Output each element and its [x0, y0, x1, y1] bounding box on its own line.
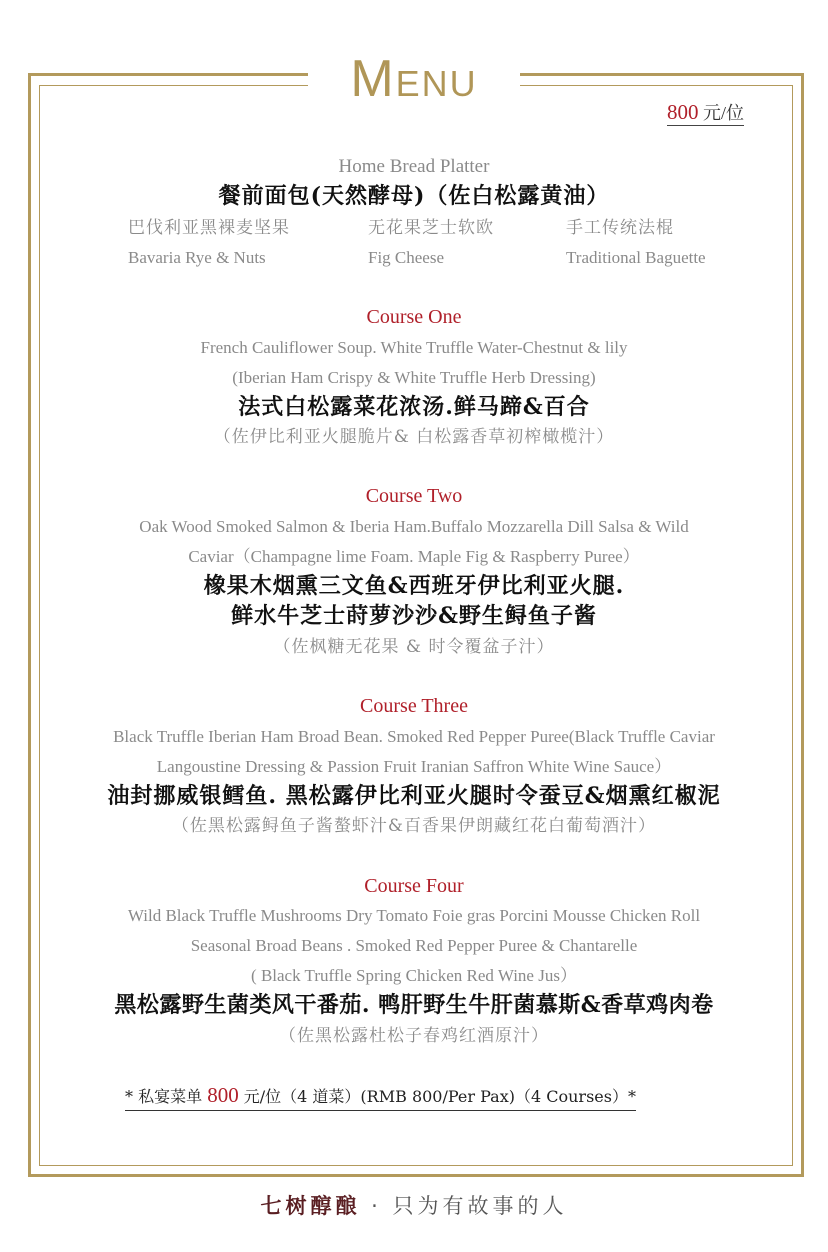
- course-three-desc-en: Langoustine Dressing & Passion Fruit Iranian Saffron White Wine Sauce）: [156, 757, 672, 776]
- course-one-desc-en: French Cauliflower Soup. White Truffle Water-Chestnut & lily: [200, 338, 628, 357]
- slogan-separator: ·: [371, 1194, 382, 1218]
- bread-item-en: Fig Cheese: [368, 248, 445, 267]
- brand-slogan: [0, 1190, 828, 1220]
- bread-item-cn: 无花果芝士软欧: [368, 218, 494, 238]
- note-price-number: 800: [207, 1083, 239, 1107]
- course-four-sauce-cn: （佐黑松露杜松子春鸡红酒原汁）: [279, 1026, 549, 1046]
- private-menu-note: [125, 1082, 636, 1111]
- course-one-sauce-cn: （佐伊比利亚火腿脆片& 白松露香草初榨橄榄汁）: [213, 427, 615, 447]
- course-four-desc-en: Wild Black Truffle Mushrooms Dry Tomato Foie gras Porcini Mousse Chicken Roll: [127, 906, 701, 925]
- price-unit: 元/位: [703, 103, 745, 123]
- course-four-dish-cn: 黑松露野生菌类风干番茄. 鸭肝野生牛肝菌慕斯&香草鸡肉卷: [114, 992, 714, 1018]
- menu-title: Menu: [350, 50, 478, 108]
- slogan-text: 只为有故事的人: [392, 1194, 568, 1218]
- course-one-desc-en: (Iberian Ham Crispy & White Truffle Herb Dressing): [232, 368, 596, 387]
- course-one-dish-cn: 法式白松露菜花浓汤.鲜马蹄&百合: [238, 394, 590, 420]
- bread-title-cn: 餐前面包(天然酵母)（佐白松露黄油）: [218, 183, 610, 209]
- price-number: 800: [667, 100, 699, 124]
- bread-item-en: Traditional Baguette: [566, 248, 706, 267]
- course-two-desc-en: Oak Wood Smoked Salmon & Iberia Ham.Buffalo Mozzarella Dill Salsa & Wild: [139, 517, 689, 536]
- bread-item-cn: 巴伐利亚黑裸麦坚果: [128, 218, 290, 238]
- bread-item-en: Bavaria Rye & Nuts: [128, 248, 266, 267]
- bread-item-cn: 手工传统法棍: [566, 218, 674, 238]
- course-four-title: Course Four: [364, 875, 464, 897]
- course-two-dish-cn: 橡果木烟熏三文鱼&西班牙伊比利亚火腿.: [203, 573, 625, 599]
- course-two-dish-cn: 鲜水牛芝士莳萝沙沙&野生鲟鱼子酱: [231, 603, 597, 629]
- note-prefix: * 私宴菜单: [125, 1087, 203, 1106]
- brand-name: 七树醇酿: [260, 1193, 361, 1218]
- price-per-person: [667, 100, 744, 126]
- bread-item: [566, 213, 796, 273]
- course-three-dish-cn: 油封挪威银鳕鱼. 黑松露伊比利亚火腿时令蚕豆&烟熏红椒泥: [107, 783, 721, 809]
- course-four-desc-en: ( Black Truffle Spring Chicken Red Wine Jus）: [251, 966, 577, 985]
- bread-title-en: Home Bread Platter: [338, 156, 490, 177]
- course-two-sauce-cn: （佐枫糖无花果 & 时令覆盆子汁）: [273, 637, 555, 657]
- course-two-title: Course Two: [365, 485, 463, 507]
- course-one-title: Course One: [366, 306, 462, 328]
- course-three-sauce-cn: （佐黑松露鲟鱼子酱螯虾汁&百香果伊朗藏红花白葡萄酒汁）: [171, 816, 657, 836]
- bread-item: [128, 213, 328, 273]
- course-three-desc-en: Black Truffle Iberian Ham Broad Bean. Smoked Red Pepper Puree(Black Truffle Caviar: [113, 727, 715, 746]
- course-four-desc-en: Seasonal Broad Beans . Smoked Red Pepper Puree & Chantarelle: [190, 936, 638, 955]
- note-suffix: 元/位（4 道菜）(RMB 800/Per Pax)（4 Courses）*: [238, 1087, 636, 1106]
- bread-items: [40, 213, 788, 273]
- course-two-desc-en: Caviar（Champagne lime Foam. Maple Fig & Raspberry Puree）: [188, 547, 640, 566]
- bread-item: [368, 213, 568, 273]
- course-three-title: Course Three: [360, 695, 468, 717]
